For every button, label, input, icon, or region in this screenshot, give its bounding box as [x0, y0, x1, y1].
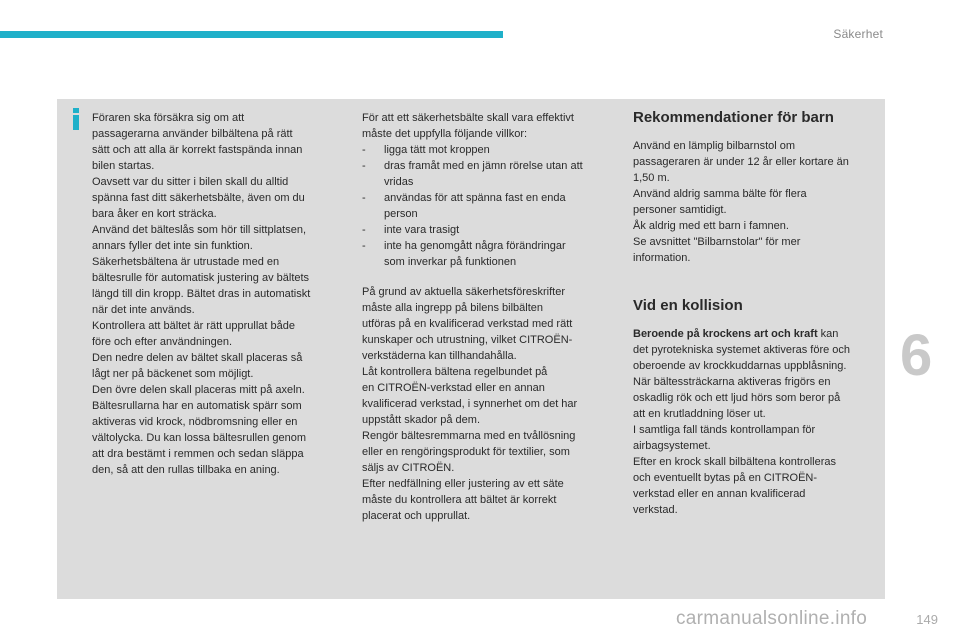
- text-line: spänna fast ditt säkerhetsbälte, även om du: [92, 192, 305, 204]
- list-item: [362, 222, 612, 238]
- list-item-line: inte ha genomgått några förändringar: [384, 240, 566, 252]
- heading-collision: Vid en kollision: [633, 297, 743, 314]
- text-line: det pyrotekniska systemet aktiveras före och: [633, 344, 851, 356]
- list-item: [362, 190, 612, 222]
- dash-bullet: -: [362, 240, 366, 252]
- section-title: Säkerhet: [833, 27, 883, 41]
- heading-child-recommendations: Rekommendationer för barn: [633, 109, 834, 126]
- text-line: Se avsnittet "Bilbarnstolar" för mer: [633, 236, 801, 248]
- text-line: säljs av CITROËN.: [362, 462, 455, 474]
- text-line: Använd aldrig samma bälte för flera: [633, 188, 807, 200]
- text-line: när det inte används.: [92, 304, 195, 316]
- text-line: utföras på en kvalificerad verkstad med rätt: [362, 318, 573, 330]
- accent-bar: [0, 31, 503, 38]
- text-line: uppstått skador på dem.: [362, 414, 481, 426]
- page-number: 149: [916, 612, 938, 627]
- list-item: [362, 142, 612, 158]
- text-line: Den nedre delen av bältet skall placeras så: [92, 352, 303, 364]
- text-line: För att ett säkerhetsbälte skall vara effektivt: [362, 112, 574, 124]
- text-line: Låt kontrollera bältena regelbundet på: [362, 366, 548, 378]
- collision-lead-rest: kan: [817, 328, 839, 340]
- text-line: passageraren är under 12 år eller kortare än: [633, 156, 849, 168]
- column-children-collision: [633, 108, 883, 518]
- column-seatbelt-conditions: [362, 110, 612, 524]
- list-item-line: ligga tätt mot kroppen: [384, 144, 490, 156]
- text-line: personer samtidigt.: [633, 204, 727, 216]
- text-line: oberoende av krockkuddarnas uppblåsning.: [633, 360, 847, 372]
- text-line: bara åker en kort sträcka.: [92, 208, 217, 220]
- text-line: Efter en krock skall bilbältena kontrolleras: [633, 456, 836, 468]
- text-line: kvalificerad verkstad, i synnerhet om det har: [362, 398, 578, 410]
- collision-text: [633, 326, 883, 518]
- text-line: Kontrollera att bältet är rätt upprullat både: [92, 320, 296, 332]
- conditions-intro: [362, 110, 612, 142]
- text-line: 1,50 m.: [633, 172, 670, 184]
- text-line: Efter nedfällning eller justering av ett säte: [362, 478, 564, 490]
- list-item-line: person: [384, 208, 418, 220]
- text-line: före och efter användningen.: [92, 336, 233, 348]
- text-line: den, så att den rullas tillbaka en aning.: [92, 464, 280, 476]
- text-line: Bältesrullarna har en automatisk spärr som: [92, 400, 302, 412]
- list-item-line: vridas: [384, 176, 414, 188]
- text-line: oskadlig rök och ett ljud hörs som beror på: [633, 392, 841, 404]
- seatbelt-usage-text: [92, 110, 347, 478]
- text-line: Säkerhetsbältena är utrustade med en: [92, 256, 280, 268]
- text-line: vältolycka. Du kan lossa bältesrullen genom: [92, 432, 307, 444]
- text-line: Åk aldrig med ett barn i famnen.: [633, 220, 789, 232]
- list-item-line: inte vara trasigt: [384, 224, 460, 236]
- info-icon: [69, 108, 83, 130]
- text-line: verkstad.: [633, 504, 678, 516]
- dash-bullet: -: [362, 192, 366, 204]
- text-line: att dra bestämt i remmen och sedan släppa: [92, 448, 304, 460]
- conditions-list: [362, 142, 612, 270]
- text-line: att en krutladdning löser ut.: [633, 408, 766, 420]
- text-line: airbagsystemet.: [633, 440, 711, 452]
- text-line: Föraren ska försäkra sig om att: [92, 112, 245, 124]
- text-line: På grund av aktuella säkerhetsföreskrifter: [362, 286, 565, 298]
- list-item-line: som inverkar på funktionen: [384, 256, 517, 268]
- watermark: carmanualsonline.info: [676, 608, 868, 629]
- text-line: information.: [633, 252, 691, 264]
- text-line: placerat och upprullat.: [362, 510, 471, 522]
- list-item: [362, 238, 612, 270]
- dash-bullet: -: [362, 160, 366, 172]
- text-line: Använd det bälteslås som hör till sittplatsen,: [92, 224, 307, 236]
- child-recommendations-text: [633, 138, 883, 266]
- text-line: aktiveras vid krock, nödbromsning eller en: [92, 416, 298, 428]
- text-line: Oavsett var du sitter i bilen skall du alltid: [92, 176, 289, 188]
- text-line: annars fyller det inte sin funktion.: [92, 240, 253, 252]
- text-line: längd till din kropp. Bältet dras in automatiskt: [92, 288, 311, 300]
- text-line: måste det uppfylla följande villkor:: [362, 128, 528, 140]
- dash-bullet: -: [362, 144, 366, 156]
- text-line: När bältessträckarna aktiveras frigörs en: [633, 376, 831, 388]
- text-line: Använd en lämplig bilbarnstol om: [633, 140, 796, 152]
- text-line: en CITROËN-verkstad eller en annan: [362, 382, 545, 394]
- text-line: eller en rengöringsprodukt för textilier, som: [362, 446, 570, 458]
- text-line: passagerarna använder bilbältena på rätt: [92, 128, 293, 140]
- dash-bullet: -: [362, 224, 366, 236]
- text-line: bältesrulle för automatisk justering av bältets: [92, 272, 310, 284]
- maintenance-text: [362, 284, 612, 524]
- list-item-line: användas för att spänna fast en enda: [384, 192, 566, 204]
- collision-lead: Beroende på krockens art och kraft: [633, 328, 818, 340]
- text-line: verkstäderna kan tillhandahålla.: [362, 350, 517, 362]
- list-item: [362, 158, 612, 190]
- list-item-line: dras framåt med en jämn rörelse utan att: [384, 160, 583, 172]
- text-line: sätt och att alla är korrekt fastspända innan: [92, 144, 303, 156]
- column-seatbelt-usage: [92, 110, 347, 478]
- text-line: I samtliga fall tänds kontrollampan för: [633, 424, 816, 436]
- text-line: och eventuellt bytas på en CITROËN-: [633, 472, 818, 484]
- text-line: bilen startas.: [92, 160, 155, 172]
- text-line: kunskaper och utrustning, vilket CITROËN-: [362, 334, 573, 346]
- text-line: måste alla ingrepp på bilens bilbälten: [362, 302, 544, 314]
- text-line: Den övre delen skall placeras mitt på axeln.: [92, 384, 305, 396]
- text-line: Rengör bältesremmarna med en tvållösning: [362, 430, 576, 442]
- chapter-number: 6: [900, 323, 933, 388]
- text-line: lågt ner på bäckenet som möjligt.: [92, 368, 254, 380]
- text-line: måste du kontrollera att bältet är korrekt: [362, 494, 557, 506]
- text-line: verkstad eller en annan kvalificerad: [633, 488, 806, 500]
